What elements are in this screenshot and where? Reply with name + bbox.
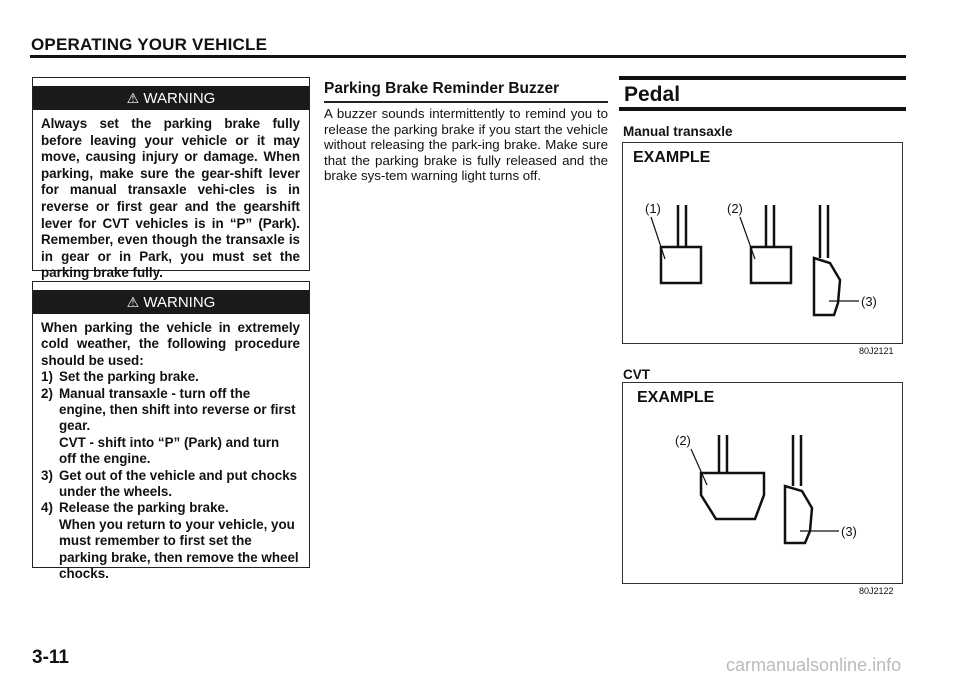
step-number: 3) bbox=[41, 467, 53, 483]
list-item bbox=[41, 386, 300, 468]
warning-box-cold-weather bbox=[32, 281, 310, 582]
header-rule bbox=[30, 55, 906, 58]
buzzer-rule bbox=[324, 101, 608, 103]
watermark: carmanualsonline.info bbox=[726, 655, 902, 675]
warning-intro: When parking the vehicle in extremely cold weather, the following procedure should be used: bbox=[41, 320, 300, 368]
buzzer-title: Parking Brake Reminder Buzzer bbox=[324, 80, 560, 97]
cvt-label: CVT bbox=[623, 367, 650, 382]
step-number: 4) bbox=[41, 500, 53, 516]
step-text: Release the parking brake. bbox=[59, 500, 229, 516]
callout-2: (2) bbox=[727, 201, 743, 216]
pedal-rule-bottom bbox=[619, 107, 906, 111]
figure-code: 80J2121 bbox=[859, 346, 894, 356]
warning-header bbox=[33, 86, 309, 110]
list-item bbox=[41, 369, 300, 385]
figure-example-label: EXAMPLE bbox=[633, 149, 711, 166]
cvt-pedals-illustration bbox=[623, 383, 902, 583]
list-item bbox=[41, 500, 300, 582]
pedal-rule-top bbox=[619, 76, 906, 80]
callout-2: (2) bbox=[675, 433, 691, 448]
figure-example-label: EXAMPLE bbox=[637, 389, 715, 406]
page-number: 3-11 bbox=[32, 647, 69, 668]
warning-label: WARNING bbox=[143, 294, 216, 311]
step-text: CVT - shift into “P” (Park) and turn off the engine. bbox=[59, 434, 280, 467]
warning-triangle-icon: ⚠ bbox=[126, 294, 140, 310]
warning-header bbox=[33, 290, 309, 314]
list-item bbox=[41, 468, 300, 501]
procedure-list bbox=[41, 369, 300, 582]
warning-triangle-icon: ⚠ bbox=[126, 90, 140, 106]
manual-transaxle-label: Manual transaxle bbox=[623, 124, 733, 139]
section-title: OPERATING YOUR VEHICLE bbox=[31, 35, 268, 54]
step-text: Manual transaxle - turn off the engine, then shift into reverse or first gear. bbox=[59, 385, 296, 434]
pedal-title: Pedal bbox=[624, 83, 681, 106]
step-text: Get out of the vehicle and put chocks under the wheels. bbox=[59, 467, 298, 500]
callout-1: (1) bbox=[645, 201, 661, 216]
buzzer-text: A buzzer sounds intermittently to remind you to release the parking brake if you start the vehicle without releasing the park-ing brake. Make sure that the parking brake is fully released and the brake sys-tem warning light turns off. bbox=[324, 106, 608, 184]
warning-box-parking bbox=[32, 77, 310, 281]
figure-code: 80J2122 bbox=[859, 586, 894, 596]
callout-3: (3) bbox=[861, 294, 877, 309]
warning-text bbox=[33, 110, 309, 282]
warning-paragraph: Always set the parking brake fully before leaving your vehicle or it may move, causing injury or damage. When parking, make sure the gear-shift lever for manual transaxle vehi-cles is in reverse or first gear and the gearshift lever for CVT vehicles is in “P” (Park). Remember, even though the transaxle is in gear or in Park, you must set the parking brake fully. bbox=[41, 116, 300, 281]
warning-label: WARNING bbox=[143, 90, 216, 107]
manual-pedal-figure bbox=[622, 142, 903, 344]
warning-text bbox=[33, 314, 309, 583]
step-text: When you return to your vehicle, you must remember to first set the parking brake, then remove the wheel chocks. bbox=[59, 516, 299, 582]
cvt-pedal-figure bbox=[622, 382, 903, 584]
callout-3: (3) bbox=[841, 524, 857, 539]
step-number: 1) bbox=[41, 369, 53, 385]
manual-pedals-illustration bbox=[623, 143, 902, 343]
step-number: 2) bbox=[41, 385, 53, 401]
step-text: Set the parking brake. bbox=[59, 369, 199, 385]
